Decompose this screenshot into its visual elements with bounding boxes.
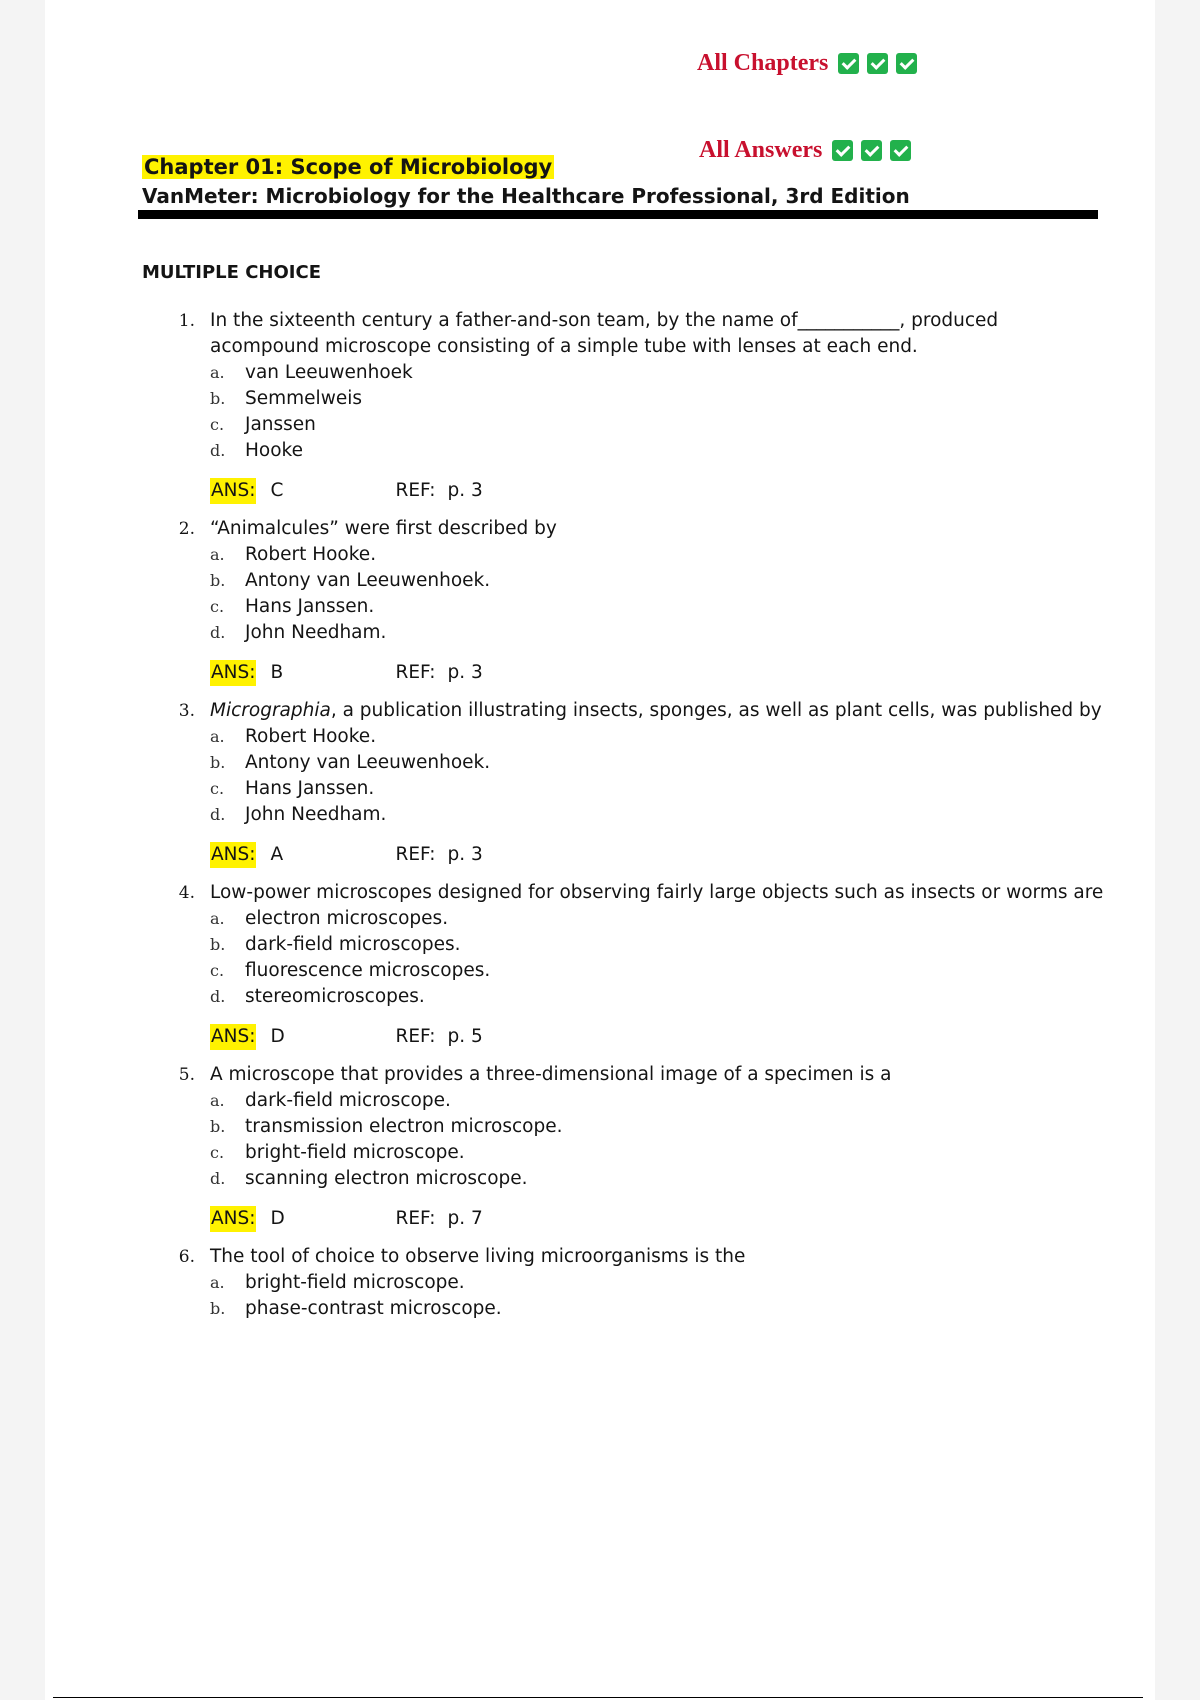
option-text: Semmelweis (245, 388, 362, 409)
question-text-body: “Animalcules” were first described by (210, 518, 557, 539)
answer-value: A (270, 844, 284, 865)
question-stem (155, 698, 1105, 724)
option-text: transmission electron microscope. (245, 1116, 563, 1137)
question-item (155, 308, 1105, 504)
question-item (155, 1244, 1105, 1322)
answer-label: ANS: (210, 1206, 256, 1232)
option-text: fluorescence microscopes. (245, 960, 491, 981)
answer-option (210, 958, 1105, 984)
option-letter: b. (210, 935, 226, 954)
reference-label: REF: (395, 1026, 436, 1047)
answer-option (210, 620, 1105, 646)
option-text: John Needham. (245, 622, 387, 643)
header-divider (138, 210, 1098, 219)
answer-value: D (270, 1026, 285, 1047)
option-text: John Needham. (245, 804, 387, 825)
option-letter: c. (210, 961, 225, 980)
option-text: phase-contrast microscope. (245, 1298, 502, 1319)
all-answers-banner (699, 137, 919, 164)
option-text: dark-field microscopes. (245, 934, 461, 955)
option-letter: b. (210, 389, 226, 408)
option-text: bright-field microscope. (245, 1142, 465, 1163)
option-letter: b. (210, 753, 226, 772)
document-page (45, 0, 1155, 1700)
answer-option (210, 594, 1105, 620)
answer-option (210, 802, 1105, 828)
option-text: Janssen (245, 414, 316, 435)
answer-key-row (210, 1024, 1105, 1050)
option-text: electron microscopes. (245, 908, 449, 929)
check-icon (890, 140, 911, 161)
question-text (210, 1062, 1105, 1088)
option-text: scanning electron microscope. (245, 1168, 528, 1189)
question-list (155, 308, 1105, 1334)
answer-label: ANS: (210, 842, 256, 868)
question-stem (155, 880, 1105, 906)
answer-key-row (210, 842, 1105, 868)
reference-label: REF: (395, 1208, 436, 1229)
answer-option (210, 542, 1105, 568)
option-text: Robert Hooke. (245, 726, 377, 747)
reference-label: REF: (395, 480, 436, 501)
all-answers-label: All Answers (699, 137, 823, 163)
question-text (210, 1244, 1105, 1270)
check-icon (832, 140, 853, 161)
check-icon (838, 53, 859, 74)
check-icon (896, 53, 917, 74)
answer-value: B (270, 662, 284, 683)
answer-option (210, 750, 1105, 776)
reference-value: p. 3 (447, 480, 483, 501)
question-number: 2. (178, 519, 195, 539)
question-item (155, 880, 1105, 1050)
question-text-body: A microscope that provides a three-dimensional image of a specimen is a (210, 1064, 892, 1085)
question-number: 1. (178, 311, 195, 331)
option-text: bright-field microscope. (245, 1272, 465, 1293)
question-stem (155, 308, 1105, 360)
answer-option (210, 1166, 1105, 1192)
answer-label: ANS: (210, 660, 256, 686)
all-chapters-banner (697, 50, 925, 77)
answer-option (210, 568, 1105, 594)
answer-option (210, 360, 1105, 386)
option-text: Hooke (245, 440, 303, 461)
check-icon (867, 53, 888, 74)
question-item (155, 516, 1105, 686)
option-letter: d. (210, 441, 226, 460)
question-text-italic: Micrographia (210, 700, 331, 721)
question-item (155, 1062, 1105, 1232)
option-text: Antony van Leeuwenhoek. (245, 570, 491, 591)
option-letter: c. (210, 779, 225, 798)
option-letter: b. (210, 1299, 226, 1318)
option-letter: a. (210, 727, 225, 746)
answer-option (210, 776, 1105, 802)
option-letter: c. (210, 597, 225, 616)
question-text-body: , a publication illustrating insects, sponges, as well as plant cells, was published by (330, 700, 1102, 721)
option-letter: d. (210, 1169, 226, 1188)
answer-value: C (270, 480, 284, 501)
option-letter: a. (210, 1273, 225, 1292)
question-text (210, 698, 1105, 724)
answer-option (210, 1140, 1105, 1166)
reference-value: p. 7 (447, 1208, 483, 1229)
option-letter: a. (210, 1091, 225, 1110)
all-chapters-label: All Chapters (697, 50, 829, 76)
reference-label: REF: (395, 662, 436, 683)
question-text-body: Low-power microscopes designed for observing fairly large objects such as insects or worms are (210, 882, 1104, 903)
question-stem (155, 1244, 1105, 1270)
answer-option (210, 1270, 1105, 1296)
option-text: Antony van Leeuwenhoek. (245, 752, 491, 773)
option-letter: a. (210, 545, 225, 564)
answer-label: ANS: (210, 478, 256, 504)
option-text: stereomicroscopes. (245, 986, 425, 1007)
answer-option (210, 412, 1105, 438)
option-letter: d. (210, 987, 226, 1006)
answer-option (210, 932, 1105, 958)
answer-option (210, 1296, 1105, 1322)
option-letter: c. (210, 1143, 225, 1162)
question-stem (155, 516, 1105, 542)
option-letter: d. (210, 805, 226, 824)
option-text: Hans Janssen. (245, 778, 375, 799)
answer-key-row (210, 1206, 1105, 1232)
option-letter: b. (210, 1117, 226, 1136)
question-text-body: In the sixteenth century a father-and-son team, by the name of___________, produced acompound microscope consisting of a simple tube with lenses at each end. (210, 310, 999, 357)
section-title: MULTIPLE CHOICE (142, 262, 321, 283)
option-text: van Leeuwenhoek (245, 362, 413, 383)
option-letter: c. (210, 415, 225, 434)
check-icons (832, 140, 919, 161)
option-letter: d. (210, 623, 226, 642)
answer-option (210, 1114, 1105, 1140)
question-item (155, 698, 1105, 868)
answer-option (210, 984, 1105, 1010)
answer-label: ANS: (210, 1024, 256, 1050)
option-text: dark-field microscope. (245, 1090, 451, 1111)
answer-option (210, 1088, 1105, 1114)
check-icons (838, 53, 925, 74)
footer-divider (53, 1697, 1143, 1698)
reference-value: p. 3 (447, 844, 483, 865)
answer-key-row (210, 478, 1105, 504)
book-title: VanMeter: Microbiology for the Healthcare Professional, 3rd Edition (142, 184, 910, 208)
answer-key-row (210, 660, 1105, 686)
answer-option (210, 438, 1105, 464)
question-text (210, 880, 1105, 906)
answer-option (210, 724, 1105, 750)
option-text: Hans Janssen. (245, 596, 375, 617)
answer-option (210, 386, 1105, 412)
reference-value: p. 3 (447, 662, 483, 683)
question-number: 6. (178, 1247, 195, 1267)
question-stem (155, 1062, 1105, 1088)
question-number: 3. (178, 701, 195, 721)
chapter-title: Chapter 01: Scope of Microbiology (144, 155, 553, 179)
question-text-body: The tool of choice to observe living microorganisms is the (210, 1246, 746, 1267)
option-text: Robert Hooke. (245, 544, 377, 565)
answer-value: D (270, 1208, 285, 1229)
option-letter: b. (210, 571, 226, 590)
question-number: 5. (178, 1065, 195, 1085)
answer-option (210, 906, 1105, 932)
reference-value: p. 5 (447, 1026, 483, 1047)
check-icon (861, 140, 882, 161)
option-letter: a. (210, 363, 225, 382)
option-letter: a. (210, 909, 225, 928)
question-number: 4. (178, 883, 195, 903)
question-text (210, 516, 1105, 542)
question-text (210, 308, 1105, 360)
reference-label: REF: (395, 844, 436, 865)
